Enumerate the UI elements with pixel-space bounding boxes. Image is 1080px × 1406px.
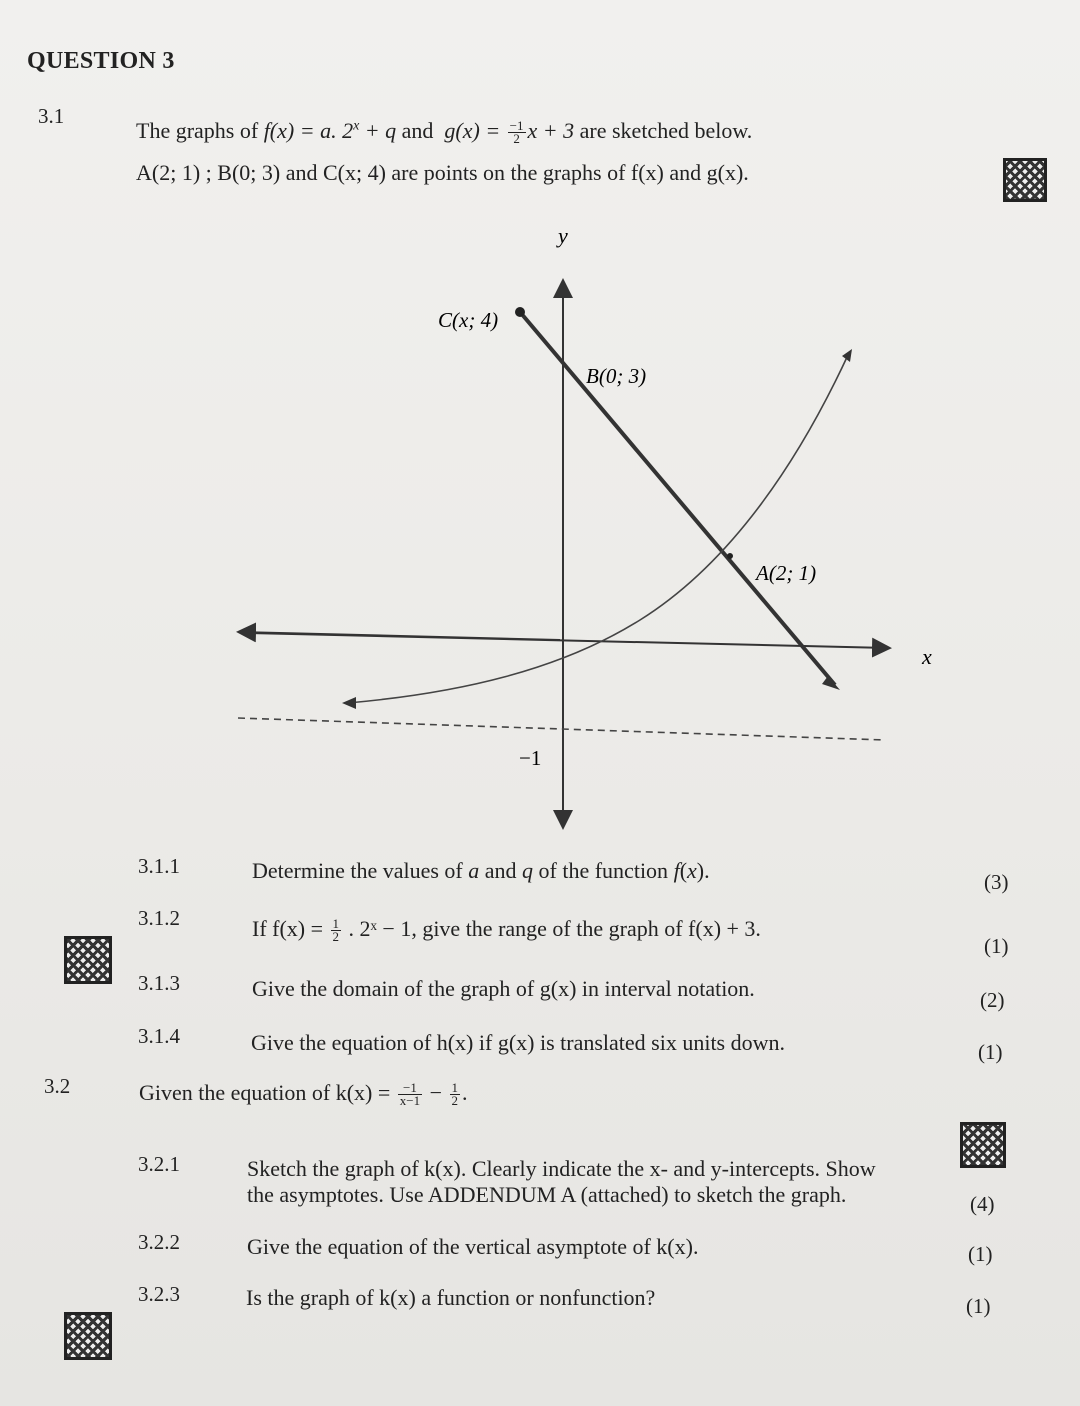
sub-313-text: Give the domain of the graph of g(x) in interval notation. <box>252 976 755 1001</box>
q31-number: 3.1 <box>38 104 65 128</box>
sub-321-line2: the asymptotes. Use ADDENDUM A (attached) to sketch the graph. <box>247 1182 847 1207</box>
sub-311-mark: (3) <box>984 870 1009 894</box>
sub-313-mark: (2) <box>980 988 1005 1012</box>
sub-322-number: 3.2.2 <box>138 1230 180 1254</box>
question-heading: QUESTION 3 <box>27 48 175 74</box>
f-arrowhead-left <box>342 697 356 709</box>
qr-code-icon <box>960 1122 1006 1168</box>
q32-frac2-d: 2 <box>451 1093 459 1109</box>
sub-312-mark: (1) <box>984 934 1009 958</box>
q31-line2: A(2; 1) ; B(0; 3) and C(x; 4) are points on the graphs of f(x) and g(x). <box>136 160 749 185</box>
q31-g-den: 2 <box>513 131 520 147</box>
q31-f-tail: + q <box>359 118 397 143</box>
sub-322-mark: (1) <box>968 1242 993 1266</box>
sub-323-mark: (1) <box>966 1294 991 1318</box>
q32-frac2-n: 1 <box>451 1080 459 1096</box>
q31-f-def: f(x) = a. 2 <box>263 118 354 143</box>
sub-314-mark: (1) <box>978 1040 1003 1064</box>
x-axis-label: x <box>922 644 932 669</box>
sub-312-text <box>252 916 761 943</box>
q31-g-tail: x + 3 <box>527 118 575 143</box>
sub-312-frac-d: 2 <box>332 929 340 945</box>
q31-g-pre: g(x) = <box>444 118 506 143</box>
q32-frac2 <box>450 1082 461 1107</box>
sub-311-number: 3.1.1 <box>138 854 180 878</box>
q31-g-num: −1 <box>509 118 524 134</box>
sub-312-number: 3.1.2 <box>138 906 180 930</box>
q32-text <box>139 1080 468 1107</box>
sub-312-post: . 2ˣ − 1, give the range of the graph of f(x) + 3. <box>343 916 761 941</box>
point-a-dot <box>727 553 733 559</box>
sub-312-frac <box>331 918 342 943</box>
sub-312-frac-n: 1 <box>332 916 340 932</box>
y-axis-label: y <box>558 223 568 248</box>
sub-314-text: Give the equation of h(x) if g(x) is translated six units down. <box>251 1030 786 1055</box>
sub-312-pre: If f(x) = <box>252 916 329 941</box>
sub-321-mark: (4) <box>970 1192 995 1216</box>
q32-frac1-n: −1 <box>398 1082 422 1095</box>
f-arrowhead-right <box>842 349 852 362</box>
q32-frac1-d: x−1 <box>399 1093 421 1109</box>
sub-323-number: 3.2.3 <box>138 1282 180 1306</box>
q32-pre: Given the equation of k(x) = <box>139 1080 396 1105</box>
point-c-label: C(x; 4) <box>438 308 499 332</box>
point-b-label: B(0; 3) <box>586 364 647 388</box>
q31-f-exp: x <box>353 118 360 134</box>
sub-314-number: 3.1.4 <box>138 1024 180 1048</box>
asymptote-label: −1 <box>519 746 542 770</box>
sub-321-number: 3.2.1 <box>138 1152 180 1176</box>
q32-number: 3.2 <box>44 1074 71 1098</box>
sub-323-text: Is the graph of k(x) a function or nonfunction? <box>246 1285 656 1310</box>
qr-code-icon <box>64 1312 112 1360</box>
q31-line1-post: are sketched below. <box>574 118 753 143</box>
g-line <box>520 312 835 685</box>
sub-321-line1: Sketch the graph of k(x). Clearly indicate the x- and y-intercepts. Show <box>247 1156 876 1181</box>
q32-frac1 <box>398 1082 422 1107</box>
q31-and: and <box>396 118 439 143</box>
qr-code-icon <box>64 936 112 984</box>
x-axis-left <box>240 632 560 640</box>
q32-end: . <box>462 1080 468 1105</box>
q32-minus: − <box>424 1080 448 1105</box>
sub-313-number: 3.1.3 <box>138 971 180 995</box>
point-c-dot <box>515 307 525 317</box>
sub-322-text: Give the equation of the vertical asymptote of k(x). <box>247 1234 699 1259</box>
asymptote-line <box>238 718 885 740</box>
point-a-label: A(2; 1) <box>756 561 817 585</box>
sub-311-text: Determine the values of a and q of the function f(x). <box>252 858 710 883</box>
q31-line1-pre: The graphs of <box>136 118 264 143</box>
